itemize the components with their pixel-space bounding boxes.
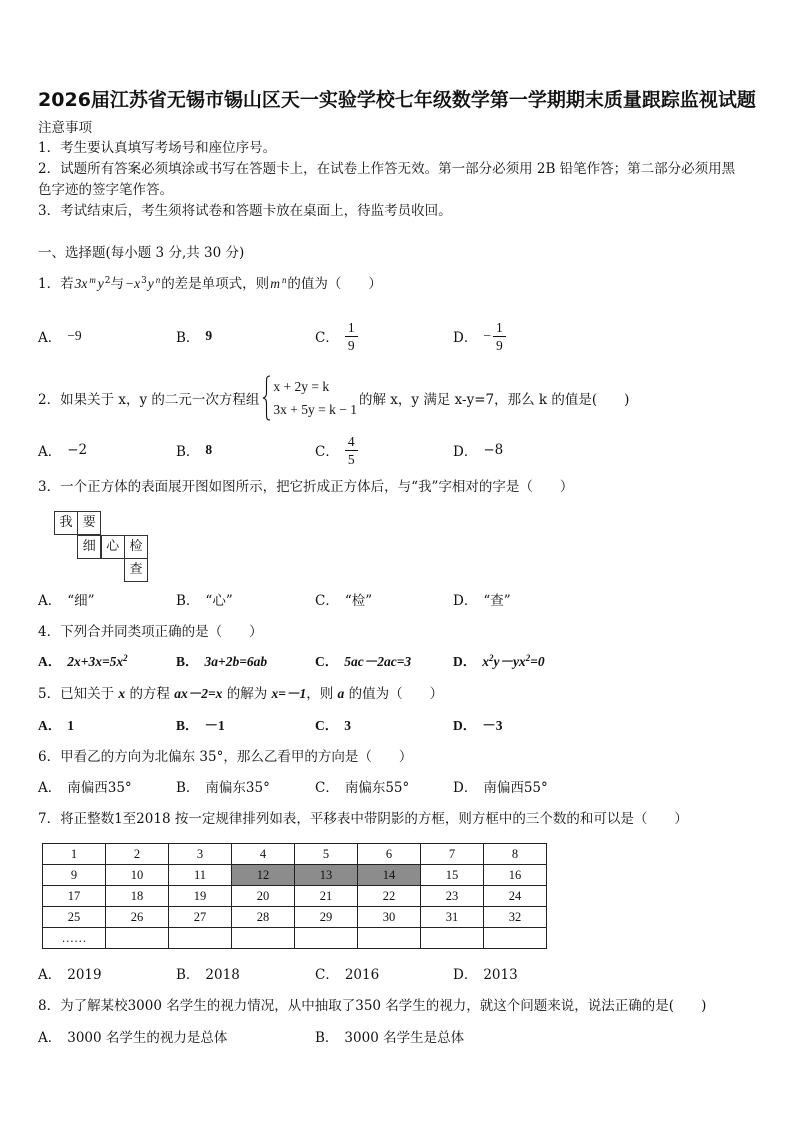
- left-brace-icon: [262, 375, 271, 421]
- table-cell: 1: [43, 844, 106, 865]
- option-label: D．: [453, 967, 478, 983]
- question-2-option-b: [176, 430, 212, 470]
- net-cell: 我: [54, 511, 78, 535]
- option-value: 2x+3x=5x: [67, 654, 124, 669]
- notice-item-3: 3．考试结束后，考生须将试卷和答题卡放在桌面上，待监考员收回。: [38, 203, 452, 219]
- question-number: 7．: [38, 811, 61, 827]
- solution: x=－1: [271, 686, 307, 701]
- question-2-option-c: [315, 430, 358, 470]
- option-value: －3: [482, 718, 503, 733]
- question-6-option-a: [38, 778, 132, 798]
- option-value: 3000 名学生的视力是总体: [67, 1030, 228, 1046]
- question-6-option-b: [176, 778, 270, 798]
- option-label: C．: [315, 967, 339, 983]
- question-2-option-a: [38, 430, 87, 470]
- net-cell: 心: [101, 535, 125, 559]
- table-cell: 16: [484, 865, 547, 886]
- question-number: 1．: [38, 276, 61, 292]
- table-cell: ……: [43, 928, 106, 949]
- question-8-option-b: [315, 1028, 464, 1048]
- question-7-option-a: [38, 965, 102, 985]
- fraction-numerator: 4: [345, 434, 358, 451]
- stem-text: 的值为（ ）: [348, 686, 444, 702]
- table-cell: 4: [232, 844, 295, 865]
- exponent: m: [89, 275, 96, 286]
- question-5-option-a: [38, 716, 74, 736]
- math-term: y: [97, 276, 104, 291]
- math-term: a: [337, 686, 345, 701]
- option-label: A．: [38, 718, 62, 733]
- math-term: −x: [124, 276, 141, 291]
- net-cell: 细: [77, 535, 101, 559]
- equation-system: [273, 375, 357, 421]
- option-label: A．: [38, 967, 62, 983]
- question-6-option-d: [453, 778, 548, 798]
- question-number: 3．: [38, 479, 61, 495]
- question-3-option-c: [315, 591, 372, 611]
- math-term: y－yx: [493, 654, 526, 669]
- option-label: D．: [453, 780, 478, 796]
- option-value: −2: [67, 442, 88, 458]
- notice-item-2: 2．试题所有答案必须填涂或书写在答题卡上，在试卷上作答无效。第一部分必须用 2B 铅笔作答；第二部分必须用黑: [38, 161, 736, 177]
- minus-sign: −: [483, 328, 491, 343]
- option-label: D．: [453, 654, 477, 669]
- section-heading: 一、选择题(每小题 3 分,共 30 分): [38, 245, 245, 261]
- question-number: 8．: [38, 998, 61, 1014]
- option-label: D．: [453, 330, 478, 346]
- exponent: 2: [104, 276, 111, 287]
- option-label: A．: [38, 780, 62, 796]
- question-7-option-c: [315, 965, 379, 985]
- fraction-numerator: 1: [345, 320, 358, 337]
- table-cell: 8: [484, 844, 547, 865]
- table-cell: 14: [358, 865, 421, 886]
- exponent: 2: [525, 653, 531, 664]
- table-cell: 7: [421, 844, 484, 865]
- math-term: x: [118, 686, 126, 701]
- fraction: [345, 434, 358, 467]
- stem-text: 为了解某校3000 名学生的视力情况，从中抽取了350 名学生的视力，就这个问题来说，说法正确的是( ): [60, 998, 707, 1014]
- question-1-option-b: [176, 316, 212, 356]
- table-cell: 12: [232, 865, 295, 886]
- question-5-stem: [38, 684, 443, 704]
- question-7-option-d: [453, 965, 518, 985]
- stem-text: ，则: [306, 686, 334, 702]
- table-cell: 26: [106, 907, 169, 928]
- table-cell: 25: [43, 907, 106, 928]
- option-label: A．: [38, 330, 62, 346]
- option-label: A．: [38, 593, 62, 609]
- table-cell: 9: [43, 865, 106, 886]
- table-cell: 13: [295, 865, 358, 886]
- math-term: =0: [530, 654, 545, 669]
- table-cell: 5: [295, 844, 358, 865]
- table-cell: 27: [169, 907, 232, 928]
- question-4-option-b: [176, 652, 267, 672]
- option-value: −8: [483, 442, 504, 458]
- option-value: 2018: [205, 967, 240, 983]
- stem-text: 一个正方体的表面展开图如图所示，把它折成正方体后，与“我”字相对的字是（ ）: [60, 479, 574, 495]
- table-row: [43, 907, 547, 928]
- table-cell: 29: [295, 907, 358, 928]
- option-value: 2019: [67, 967, 102, 983]
- table-cell: [484, 928, 547, 949]
- question-5-option-b: [176, 716, 225, 736]
- table-cell: 32: [484, 907, 547, 928]
- option-label: B．: [176, 593, 200, 609]
- option-value: 3: [344, 718, 351, 733]
- table-row: [43, 928, 547, 949]
- table-cell: 19: [169, 886, 232, 907]
- option-value: “查”: [483, 593, 511, 609]
- stem-text: 甲看乙的方向为北偏东 35°，那么乙看甲的方向是（ ）: [60, 749, 413, 765]
- question-4-option-d: [453, 652, 545, 672]
- option-label: C．: [315, 444, 339, 460]
- option-value: 9: [205, 328, 213, 343]
- fraction-denominator: 9: [495, 337, 503, 353]
- notice-item-2-continued: 色字迹的签字笔作答。: [38, 182, 173, 198]
- equation-2: 3x + 5y = k − 1: [273, 402, 358, 417]
- option-value: 3000 名学生是总体: [344, 1030, 465, 1046]
- math-term: y: [147, 276, 154, 291]
- fraction-numerator: 1: [493, 320, 506, 337]
- table-cell: 10: [106, 865, 169, 886]
- exponent: n: [155, 275, 161, 286]
- option-value: －1: [204, 718, 225, 733]
- exponent: 2: [489, 653, 494, 664]
- fraction: [345, 320, 358, 353]
- option-label: D．: [453, 444, 478, 460]
- option-value: 3a+2b=6ab: [204, 654, 268, 669]
- table-cell: 6: [358, 844, 421, 865]
- option-value: 8: [205, 442, 213, 457]
- exponent: 2: [123, 653, 128, 664]
- table-cell: [169, 928, 232, 949]
- question-1-option-d: [453, 316, 506, 356]
- cube-net-figure: [54, 511, 154, 586]
- option-value: “检”: [344, 593, 373, 609]
- table-cell: 17: [43, 886, 106, 907]
- net-cell: 要: [77, 511, 101, 535]
- option-label: D．: [453, 593, 478, 609]
- question-5-option-d: [453, 716, 503, 736]
- question-7-option-b: [176, 965, 240, 985]
- option-value: 1: [67, 718, 74, 733]
- option-value: 南偏东35°: [205, 780, 270, 796]
- question-6-option-c: [315, 778, 409, 798]
- question-2-option-d: [453, 430, 503, 470]
- exponent: n: [281, 275, 287, 286]
- question-4-option-c: [315, 652, 411, 672]
- table-row: [43, 844, 547, 865]
- option-value: “心”: [205, 593, 233, 609]
- option-value: 2013: [483, 967, 518, 983]
- notice-item-1: 1．考生要认真填写考场号和座位序号。: [38, 140, 277, 156]
- table-cell: 30: [358, 907, 421, 928]
- table-cell: 20: [232, 886, 295, 907]
- net-cell: 检: [124, 535, 148, 559]
- table-row: [43, 886, 547, 907]
- table-cell: [295, 928, 358, 949]
- stem-text: 的值为（ ）: [287, 276, 382, 292]
- math-term: x: [482, 654, 489, 669]
- exponent: 3: [141, 276, 147, 287]
- table-cell: [421, 928, 484, 949]
- option-value: 5ac－2ac=3: [344, 654, 412, 669]
- option-label: D．: [453, 718, 477, 733]
- stem-text: 下列合并同类项正确的是（ ）: [60, 624, 263, 640]
- option-label: B．: [176, 330, 200, 346]
- option-value: 南偏西55°: [483, 780, 548, 796]
- option-label: C．: [315, 718, 339, 733]
- option-label: C．: [315, 593, 339, 609]
- table-cell: 28: [232, 907, 295, 928]
- question-2-stem: [38, 374, 629, 422]
- option-label: B．: [176, 654, 199, 669]
- net-cell: 查: [124, 558, 148, 582]
- table-cell: 31: [421, 907, 484, 928]
- question-3-option-d: [453, 591, 511, 611]
- question-3-option-b: [176, 591, 233, 611]
- fraction-denominator: 9: [347, 337, 355, 353]
- table-cell: [106, 928, 169, 949]
- table-cell: 15: [421, 865, 484, 886]
- number-table: [42, 843, 547, 949]
- stem-text: 已知关于: [60, 686, 115, 702]
- stem-text: 的解为: [226, 686, 268, 702]
- question-number: 2．: [38, 392, 61, 408]
- table-cell: [358, 928, 421, 949]
- stem-text: 若: [60, 276, 74, 292]
- question-1-option-a: [38, 316, 82, 356]
- question-6-stem: [38, 747, 412, 767]
- math-term: m: [270, 276, 280, 291]
- option-label: C．: [315, 330, 339, 346]
- option-label: A．: [38, 654, 62, 669]
- question-7-stem: [38, 809, 688, 829]
- equation: ax－2=x: [174, 686, 223, 701]
- question-4-option-a: [38, 652, 128, 672]
- exam-title: 2026届江苏省无锡市锡山区天一实验学校七年级数学第一学期期末质量跟踪监视试题: [38, 89, 756, 111]
- math-term: 3x: [74, 276, 88, 291]
- table-cell: 11: [169, 865, 232, 886]
- table-cell: 22: [358, 886, 421, 907]
- table-cell: 3: [169, 844, 232, 865]
- option-value: 2016: [344, 967, 380, 983]
- table-cell: 24: [484, 886, 547, 907]
- question-5-option-c: [315, 716, 351, 736]
- option-label: B．: [176, 718, 199, 733]
- table-cell: 2: [106, 844, 169, 865]
- notice-heading: 注意事项: [38, 120, 92, 136]
- table-row: [43, 865, 547, 886]
- table-cell: [232, 928, 295, 949]
- question-number: 4．: [38, 624, 61, 640]
- option-label: C．: [315, 780, 339, 796]
- question-number: 5．: [38, 686, 61, 702]
- stem-text: 将正整数1至2018 按一定规律排列如表，平移表中带阴影的方框，则方框中的三个数的和可以是（ ）: [60, 811, 688, 827]
- table-cell: 23: [421, 886, 484, 907]
- question-1-stem: [38, 274, 382, 294]
- stem-text: 与: [110, 276, 124, 292]
- option-label: B．: [315, 1030, 339, 1046]
- question-8-stem: [38, 996, 706, 1016]
- option-label: C．: [315, 654, 339, 669]
- stem-text: 的差是单项式，则: [161, 276, 270, 292]
- option-value: −9: [67, 328, 82, 343]
- fraction-denominator: 5: [347, 451, 355, 467]
- question-3-stem: [38, 477, 573, 497]
- stem-text: 的解 x，y 满足 x-y=7，那么 k 的值是( ): [359, 392, 630, 408]
- stem-text: 的方程: [129, 686, 170, 702]
- option-label: B．: [176, 967, 200, 983]
- option-label: B．: [176, 444, 200, 460]
- option-value: 南偏东55°: [344, 780, 410, 796]
- equation-1: x + 2y = k: [273, 379, 330, 394]
- table-cell: 18: [106, 886, 169, 907]
- question-1-option-c: [315, 316, 358, 356]
- table-cell: 21: [295, 886, 358, 907]
- option-label: B．: [176, 780, 200, 796]
- table-body: [43, 844, 547, 949]
- option-label: A．: [38, 1030, 62, 1046]
- option-label: A．: [38, 444, 62, 460]
- fraction: [493, 320, 506, 353]
- question-8-option-a: [38, 1028, 227, 1048]
- question-number: 6．: [38, 749, 61, 765]
- question-4-stem: [38, 622, 263, 642]
- stem-text: 如果关于 x，y 的二元一次方程组: [60, 392, 260, 408]
- question-3-option-a: [38, 591, 95, 611]
- option-value: 南偏西35°: [67, 780, 132, 796]
- option-value: “细”: [67, 593, 95, 609]
